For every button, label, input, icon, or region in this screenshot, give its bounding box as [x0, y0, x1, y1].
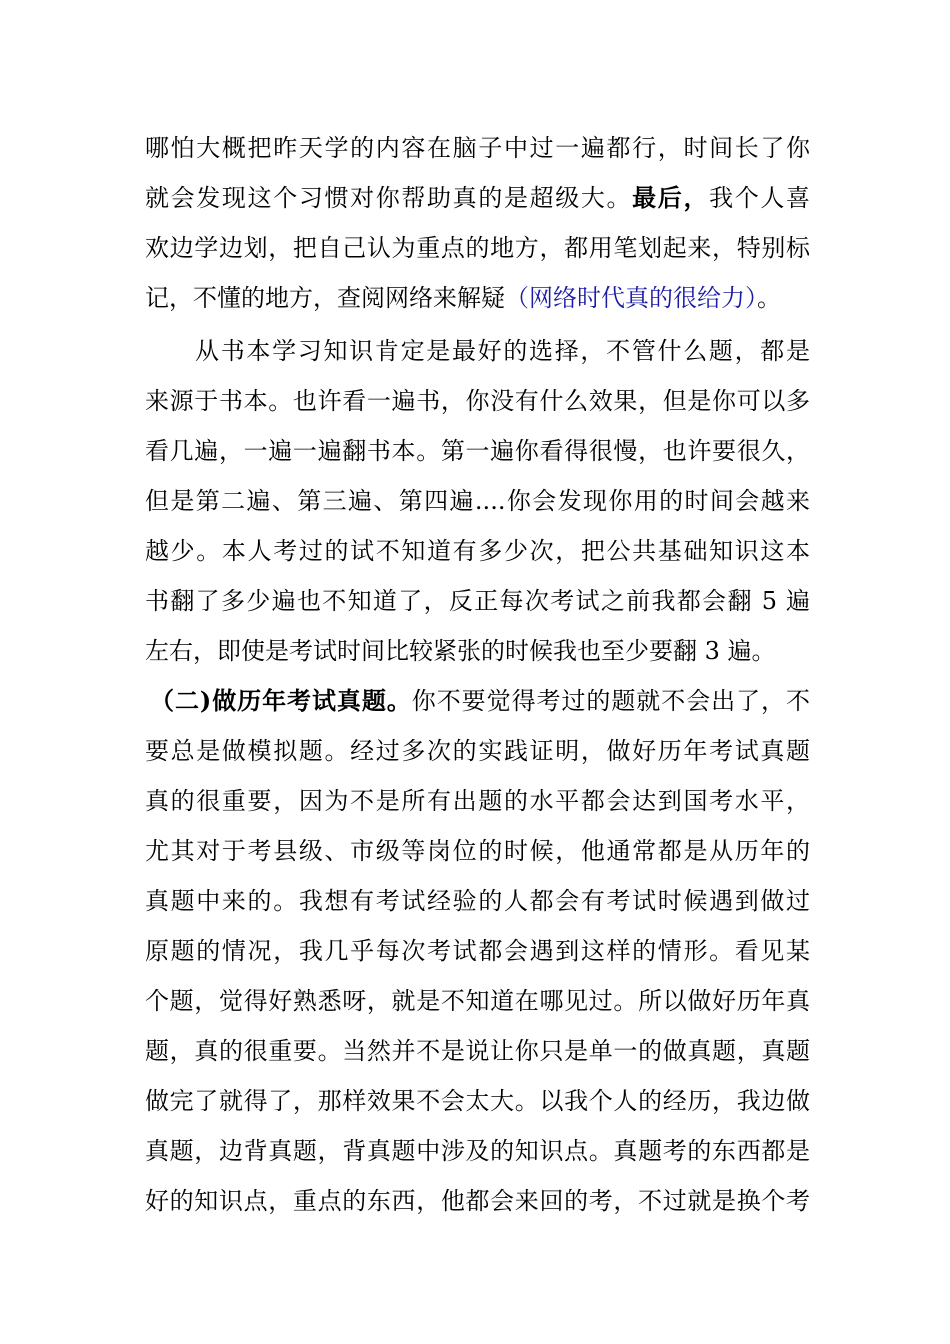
paragraph-1-line-3: 欢边学边划，把自己认为重点的地方，都用笔划起来，特别标	[145, 234, 810, 262]
paragraph-1-line-1: 哪怕大概把昨天学的内容在脑子中过一遍都行，时间长了你	[145, 134, 810, 162]
paragraph-3-line-1-text: 你不要觉得考过的题就不会出了，不	[411, 687, 810, 715]
paragraph-3-line-6: 原题的情况，我几乎每次考试都会遇到这样的情形。看见某	[145, 937, 810, 965]
paragraph-1-line-2-text: 就会发现这个习惯对你帮助真的是超级大。	[145, 184, 633, 212]
paragraph-2-line-7: 左右，即使是考试时间比较紧张的时候我也至少要翻 3 遍。	[145, 637, 776, 665]
paragraph-3-line-4: 尤其对于考县级、市级等岗位的时候，他通常都是从历年的	[145, 837, 810, 865]
paragraph-2-line-1: 从书本学习知识肯定是最好的选择，不管什么题，都是	[195, 337, 810, 365]
paragraph-3-line-5: 真题中来的。我想有考试经验的人都会有考试时候遇到做过	[145, 887, 810, 915]
paragraph-3-line-10: 真题，边背真题，背真题中涉及的知识点。真题考的东西都是	[145, 1137, 810, 1165]
paragraph-2-line-3: 看几遍，一遍一遍翻书本。第一遍你看得很慢，也许要很久，	[145, 437, 810, 465]
blue-remark-text: （网络时代真的很给力）	[505, 284, 757, 312]
paragraph-3-line-11: 好的知识点，重点的东西，他都会来回的考，不过就是换个考	[145, 1187, 810, 1215]
section-heading: （二)做历年考试真题。	[150, 686, 412, 715]
paragraph-1-line-2	[145, 181, 810, 215]
paragraph-3-line-7: 个题，觉得好熟悉呀，就是不知道在哪见过。所以做好历年真	[145, 987, 810, 1015]
paragraph-3-line-9: 做完了就得了，那样效果不会太大。以我个人的经历，我边做	[145, 1087, 810, 1115]
paragraph-3-line-8: 题，真的很重要。当然并不是说让你只是单一的做真题，真题	[145, 1037, 810, 1065]
bold-lead-finally: 最后，	[632, 183, 710, 212]
paragraph-2-line-5: 越少。本人考过的试不知道有多少次，把公共基础知识这本	[145, 537, 810, 565]
paragraph-1-line-4	[145, 281, 810, 315]
paragraph-2-line-2: 来源于书本。也许看一遍书，你没有什么效果，但是你可以多	[145, 387, 810, 415]
paragraph-2-line-4: 但是第二遍、第三遍、第四遍....你会发现你用的时间会越来	[145, 487, 810, 515]
paragraph-3-line-2: 要总是做模拟题。经过多次的实践证明，做好历年考试真题	[145, 737, 810, 765]
paragraph-1-line-4-tail: 。	[757, 284, 781, 312]
paragraph-1-line-4-text: 记，不懂的地方，查阅网络来解疑	[145, 284, 505, 312]
paragraph-3-line-3: 真的很重要，因为不是所有出题的水平都会达到国考水平，	[145, 787, 810, 815]
paragraph-2-line-6: 书翻了多少遍也不知道了，反正每次考试之前我都会翻 5 遍	[145, 587, 810, 615]
paragraph-3-line-1	[150, 684, 810, 718]
paragraph-1-line-2-tail: 我个人喜	[709, 184, 811, 212]
